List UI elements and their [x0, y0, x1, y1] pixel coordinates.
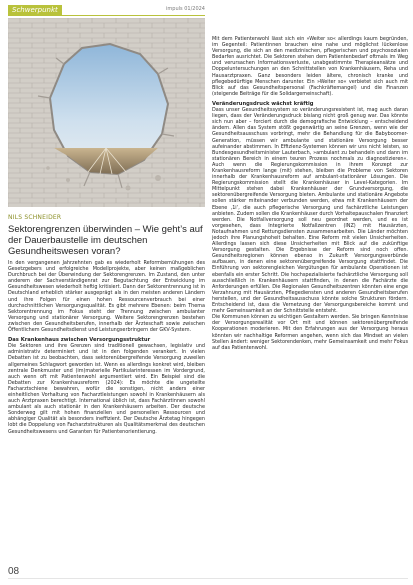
left-column	[8, 260, 205, 435]
article-title: Sektorengrenzen überwinden – Wie geht’s auf der Dauerbaustelle im deutschen Gesundheitswesen voran?	[8, 224, 203, 257]
right-closing-paragraph: Die Kommunen können zu wichtigen Gestaltern werden. Sie bringen Kenntnisse der Versorgungsrealität vor Ort mit und können sektorenübergreifende Kooperationen moderieren. Mit den Erfahrungen aus der Versorgung heraus könnten wir nachhaltige Reformen angehen, wenn sich das Mindset an vielen Stellen ändert: weniger Sektorendenken, mehr Gemeinsamkeit und mehr Fokus auf das Patientenwohl.	[212, 314, 408, 351]
right-column	[212, 36, 408, 351]
hero-image	[8, 18, 205, 207]
author-name: NILS SCHNEIDER	[8, 214, 62, 221]
hole-in-wall-illustration	[8, 18, 205, 207]
header-bar	[8, 5, 205, 16]
section-heading: Das Krankenhaus zwischen Versorgungsstruktur	[8, 337, 151, 344]
issue-label: impuls 01/2024	[166, 6, 205, 12]
right-section-heading: Veränderungsdruck wächst kräftig	[212, 100, 314, 107]
right-intro-paragraph: Mit dem Patientenwohl lässt sich ein »Weiter so« allerdings kaum begründen, im Gegenteil: Patientinnen brauchen eine nahe und möglichst lückenlose Versorgung, die sich an den medizinischen, pflegerischen und psychosozialen Bedarfen ausrichtet. Die Sektoren stehen dem Patientenbedarf oftmals im Weg und verursachen Informationsverluste, unabgestimmte Therapieansätze und Doppeluntersuchungen an den Schnittstellen von Krankenhäusern, Reha und Hausarztpraxen. Ganz besonders leiden ältere, chronisch kranke und pflegebedürftige Menschen darunter. Ein »Weiter so« verbietet sich auch mit Blick auf das Gesundheitspersonal (Fachkräftemangel) und die Finanzen (steigende Beiträge für die Solidargemeinschaft).	[212, 36, 408, 97]
page-number: 08	[8, 566, 20, 577]
right-body-paragraph: Dass unser Gesundheitssystem so veränderungsresistent ist, mag auch daran liegen, dass der Veränderungsdruck bislang nicht groß genug war. Das könnte sich nun aber – forciert durch die demografische Entwicklung – entscheidend ändern. Allen das System stößt gegenwärtig an seine Grenzen, wenn wie der Gesundheitsausschuss vorbringt, mehr die Behandlung für die Babyboomer-Generation, müssen wir ambulante und stationäre Versorgung besser aufeinander abstimmen. In Effizienz-Systemen können wir uns nicht leisten, so Bundesgesundheitsminister Lauterbach, »ambulant zu behandeln und dann im stationären Bereich in einem teuren Prozess nochmals zu diagnostizieren«. Auch wenn die Regierungskommission in ihrem Konzept zur Krankenhausreform lange (mit) stehen, bleiben die Probleme von Sektoren innerhalb der Krankenhausreform auf ambulant-stationärer Lösungen. Die Regierungskommission stellt die Krankenhäuser in Level-Kategorien. Im Mittelpunkt stehen dabei Krankenhäuser der Grundversorgung, die sektorenübergreifende Versorgung bieten. Ambulante und stationäre Angebote sollen stärker miteinander verbunden werden, etwa mit Krankenhäusern der Ebene ‚1i‘, die auch pflegerische Versorgung und fachärztliche Leistungen anbieten. Zudem sollen die Krankenhäuser durch Vorhaltepauschalen finanziert werden. Die Notfallversorgung soll neu geordnet werden, und es ist vorgesehen, dass Integrierte Notfallzentren (INZ) mit Hausärzten, Notaufnahmen und Rettungsdiensten zusammenarbeiten. Die Länder möchten jedoch ihre Planungshoheit behalten. Eine Reform mit vielen Unsicherheiten. Allerdings lassen sich diese Unsicherheiten mit Blick auf die zukünftige Versorgung gestalten. Die Ergebnisse der Reform sind noch offen. Gesundheitsregionen können ebenso in Zukunft Versorgungsverbünde aufbauen, in denen eine sektorenübergreifende Versorgung stattfindet. Die Einführung von sektorengleichen Vergütungen für ambulante Operationen ist ebenfalls ein erster Schritt. Die hochspezialisierte fachärztliche Versorgung soll ausschließlich in Krankenhäusern stattfinden, in denen die Fachärzte die Anforderungen erfüllen. Die Regionalen Gesundheitszentren könnten eine enge Verzahnung mit Hausärzten, Pflegediensten und anderen Gesundheitsberufen herstellen, und der Gesundheitsausschuss könnte solche Strukturen fördern. Entscheidend ist, dass die Vernetzung der Versorgungsbereiche kommt und mehr Gemeinsamkeit an der Schnittstelle entsteht.	[212, 107, 408, 315]
section-tag: Schwerpunkt	[8, 5, 62, 15]
footer-divider	[8, 578, 408, 579]
body-paragraph: Die Sektoren und ihre Grenzen sind traditionell gewachsen, legislativ und administrativ determiniert und ist in den folgenden verankert. In vielen Debatten ist zu beobachten, dass sektorenübergreifende Versorgung zuweilen allgemeines Schlagwort geworden ist. Wenn es allerdings konkret wird, bleiben zentrale Denkmuster und (im)materielle Partikularinteressen im Vordergrund, auch wenn oft mit Patientenwohl argumentiert wird. Ein Beispiel sind die Debatten zur Krankenhausreform (2024): Es möchte die ungeteilte Facharztschiene bewahren, wofür die sonstigen, nicht anders einer einheitlichen Vorhaltung von Facharztleistungen sowohl in Krankenhäusern als auch Arztpraxen berechtigt. International üblich ist, dass Fachärztinnen sowohl ambulant als auch stationär in den Krankenhäusern arbeiten. Der deutsche Sonderweg gilt mit hohen finanziellen und personellen Ressourcen und abhängiger Qualität als besonders ineffizient. Der Deutsche Ärztetag hingegen lobt die Doppelung von Facharztstrukturen als Qualitätsmerkmal des deutschen Gesundheitswesens und Garanten für Patientenorientierung.	[8, 343, 205, 435]
intro-paragraph: In den vergangenen Jahrzehnten gab es wiederholt Reformbemühungen des Gesetzgebers und erfolgreiche Modellprojekte, aber keinen maßgeblichen Durchbruch bei der Überwindung der Sektorengrenzen. Im Zustand, den unter anderem der Sachverständigenrat zur Begutachtung der Entwicklung im Gesundheitswesen wiederholt heftig kritisiert. Dann der Sektorentrennung ist in Deutschland erheblich stärker ausgeprägt als in den meisten anderen Ländern und ihre Folgen für einen hohen Ressourcenverbrauch bei einer durchschnittlichen Versorgungsqualität. Es gibt mehrere Ebenen: beim Thema Sektorentrennung im Fokus steht der Trennung zwischen ambulanter Versorgung und stationärer Versorgung. Weitere Sektorengrenzen bestehen zwischen den Gesundheitsberufen, innerhalb der Ärzteschaft sowie zwischen Öffentlichem Gesundheitsdienst und Leistungserbringern der GKV-System.	[8, 260, 205, 334]
